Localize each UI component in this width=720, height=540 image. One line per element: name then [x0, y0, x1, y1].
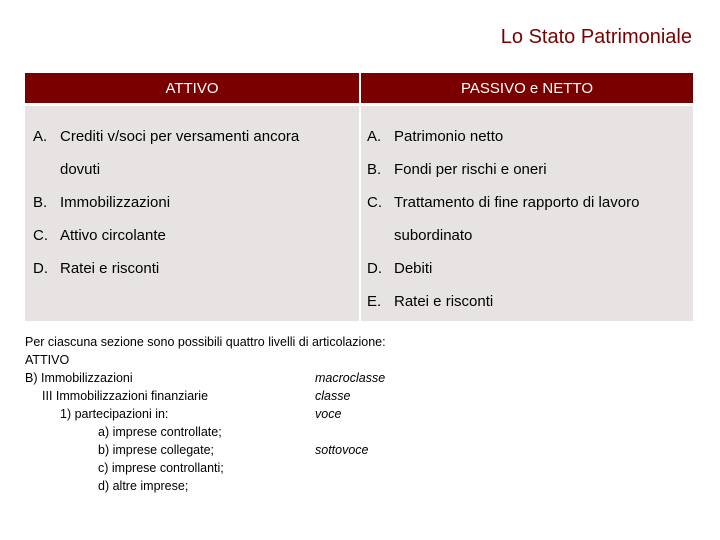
passivo-list	[367, 125, 687, 323]
item-letter: C.	[33, 227, 48, 244]
notes-level-name: sottovoce	[315, 443, 369, 457]
notes-line	[25, 369, 386, 387]
notes-line-text: b) imprese collegate;	[98, 443, 215, 457]
notes-line	[25, 387, 386, 405]
item-text: Crediti v/soci per versamenti ancora	[60, 128, 300, 145]
list-item	[33, 224, 353, 257]
notes-line	[25, 423, 386, 441]
notes-line-text: d) altre imprese;	[98, 479, 189, 493]
column-divider	[359, 73, 361, 321]
header-passivo-netto: PASSIVO e NETTO	[361, 73, 693, 103]
attivo-list	[33, 125, 353, 290]
list-item	[367, 191, 687, 224]
notes-level-name: voce	[315, 407, 342, 421]
header-attivo: ATTIVO	[25, 73, 359, 103]
list-item	[33, 158, 353, 191]
item-text: subordinato	[394, 227, 473, 244]
item-letter: E.	[367, 293, 382, 310]
list-item	[367, 125, 687, 158]
notes-line-text: c) imprese controllanti;	[98, 461, 224, 475]
list-item	[33, 191, 353, 224]
list-item	[367, 290, 687, 323]
item-text: Fondi per rischi e oneri	[394, 161, 547, 178]
notes-line-text: B) Immobilizzazioni	[25, 371, 133, 385]
notes-level-name: classe	[315, 389, 351, 403]
page-title: Lo Stato Patrimoniale	[500, 26, 692, 48]
item-text: Patrimonio netto	[394, 128, 504, 145]
list-item	[33, 257, 353, 290]
item-text: Debiti	[394, 260, 433, 277]
list-item	[367, 257, 687, 290]
notes-line	[25, 441, 386, 459]
item-text: dovuti	[60, 161, 101, 178]
notes-line-text: III Immobilizzazioni finanziarie	[42, 389, 209, 403]
item-text: Attivo circolante	[60, 227, 166, 244]
item-letter: B.	[367, 161, 382, 178]
notes-level-name: macroclasse	[315, 371, 386, 385]
balance-sheet-table	[25, 73, 693, 321]
list-item	[33, 125, 353, 158]
notes-line	[25, 459, 386, 477]
item-text: Ratei e risconti	[394, 293, 494, 310]
item-text: Immobilizzazioni	[60, 194, 171, 211]
notes-line	[25, 477, 386, 495]
item-letter: B.	[33, 194, 48, 211]
item-letter: A.	[33, 128, 48, 145]
item-text: Trattamento di fine rapporto di lavoro	[394, 194, 640, 211]
notes-block	[25, 333, 386, 495]
notes-line-text: a) imprese controllate;	[98, 425, 222, 439]
header-divider	[25, 103, 693, 106]
item-letter: A.	[367, 128, 382, 145]
item-letter: D.	[367, 260, 382, 277]
item-letter: D.	[33, 260, 48, 277]
notes-line-text: 1) partecipazioni in:	[60, 407, 169, 421]
item-letter: C.	[367, 194, 382, 211]
notes-section: ATTIVO	[25, 353, 70, 367]
list-item	[367, 158, 687, 191]
notes-intro: Per ciascuna sezione sono possibili quattro livelli di articolazione:	[25, 335, 386, 349]
list-item	[367, 224, 687, 257]
item-text: Ratei e risconti	[60, 260, 160, 277]
notes-line	[25, 405, 386, 423]
